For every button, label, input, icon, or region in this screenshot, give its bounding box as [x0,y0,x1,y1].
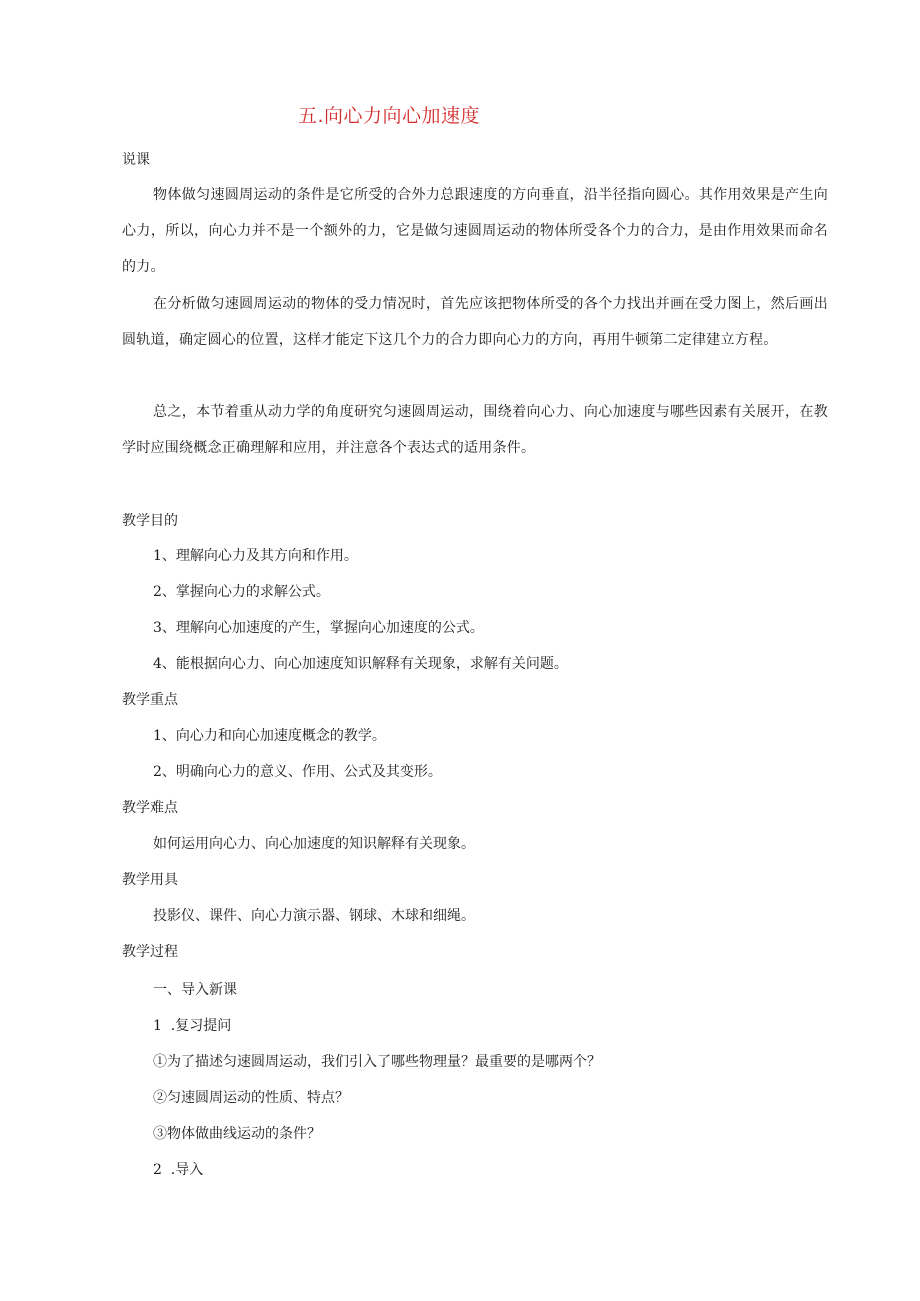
objective-item-4: 4、能根据向心力、向心加速度知识解释有关现象，求解有关问题。 [153,656,568,672]
keypoint-item-2: 2、明确向心力的意义、作用、公式及其变形。 [153,764,442,780]
process-item-3: ①为了描述匀速圆周运动，我们引入了哪些物理量？最重要的是哪两个？ [153,1054,601,1070]
section-heading-difficulties: 教学难点 [122,800,178,816]
difficulty-item-1: 如何运用向心力、向心加速度的知识解释有关现象。 [153,836,475,852]
keypoint-item-1: 1、向心力和向心加速度概念的教学。 [153,728,386,744]
process-item-2: 1 .复习提问 [153,1018,232,1034]
section-heading-process: 教学过程 [122,944,178,960]
paragraph-shuoke-1: 物体做匀速圆周运动的条件是它所受的合外力总跟速度的方向垂直，沿半径指向圆心。其作用效果是产生向心力，所以，向心力并不是一个额外的力，它是做匀速圆周运动的物体所受各个力的合力，是由作用效果而命名的力。 [122,187,828,275]
paragraph-shuoke-3: 总之，本节着重从动力学的角度研究匀速圆周运动，围绕着向心力、向心加速度与哪些因素有关展开，在教学时应围绕概念正确理解和应用，并注意各个表达式的适用条件。 [122,404,828,456]
tools-item-1: 投影仪、课件、向心力演示器、钢球、木球和细绳。 [153,908,475,924]
section-heading-tools: 教学用具 [122,872,178,888]
section-heading-objectives: 教学目的 [122,513,178,529]
document-title: 五.向心力向心加速度 [298,105,481,127]
section-heading-keypoints: 教学重点 [122,692,178,708]
process-item-4: ②匀速圆周运动的性质、特点？ [153,1090,349,1106]
process-item-1: 一、导入新课 [153,982,237,998]
process-item-5: ③物体做曲线运动的条件？ [153,1126,321,1142]
objective-item-2: 2、掌握向心力的求解公式。 [153,584,330,600]
objective-item-1: 1、理解向心力及其方向和作用。 [153,548,358,564]
objective-item-3: 3、理解向心加速度的产生，掌握向心加速度的公式。 [153,620,484,636]
process-item-6: 2 .导入 [153,1162,204,1178]
section-heading-shuoke: 说课 [122,152,150,168]
paragraph-shuoke-2: 在分析做匀速圆周运动的物体的受力情况时，首先应该把物体所受的各个力找出并画在受力图上，然后画出圆轨道，确定圆心的位置，这样才能定下这几个力的合力即向心力的方向，再用牛顿第二定律建立方程。 [122,296,828,348]
